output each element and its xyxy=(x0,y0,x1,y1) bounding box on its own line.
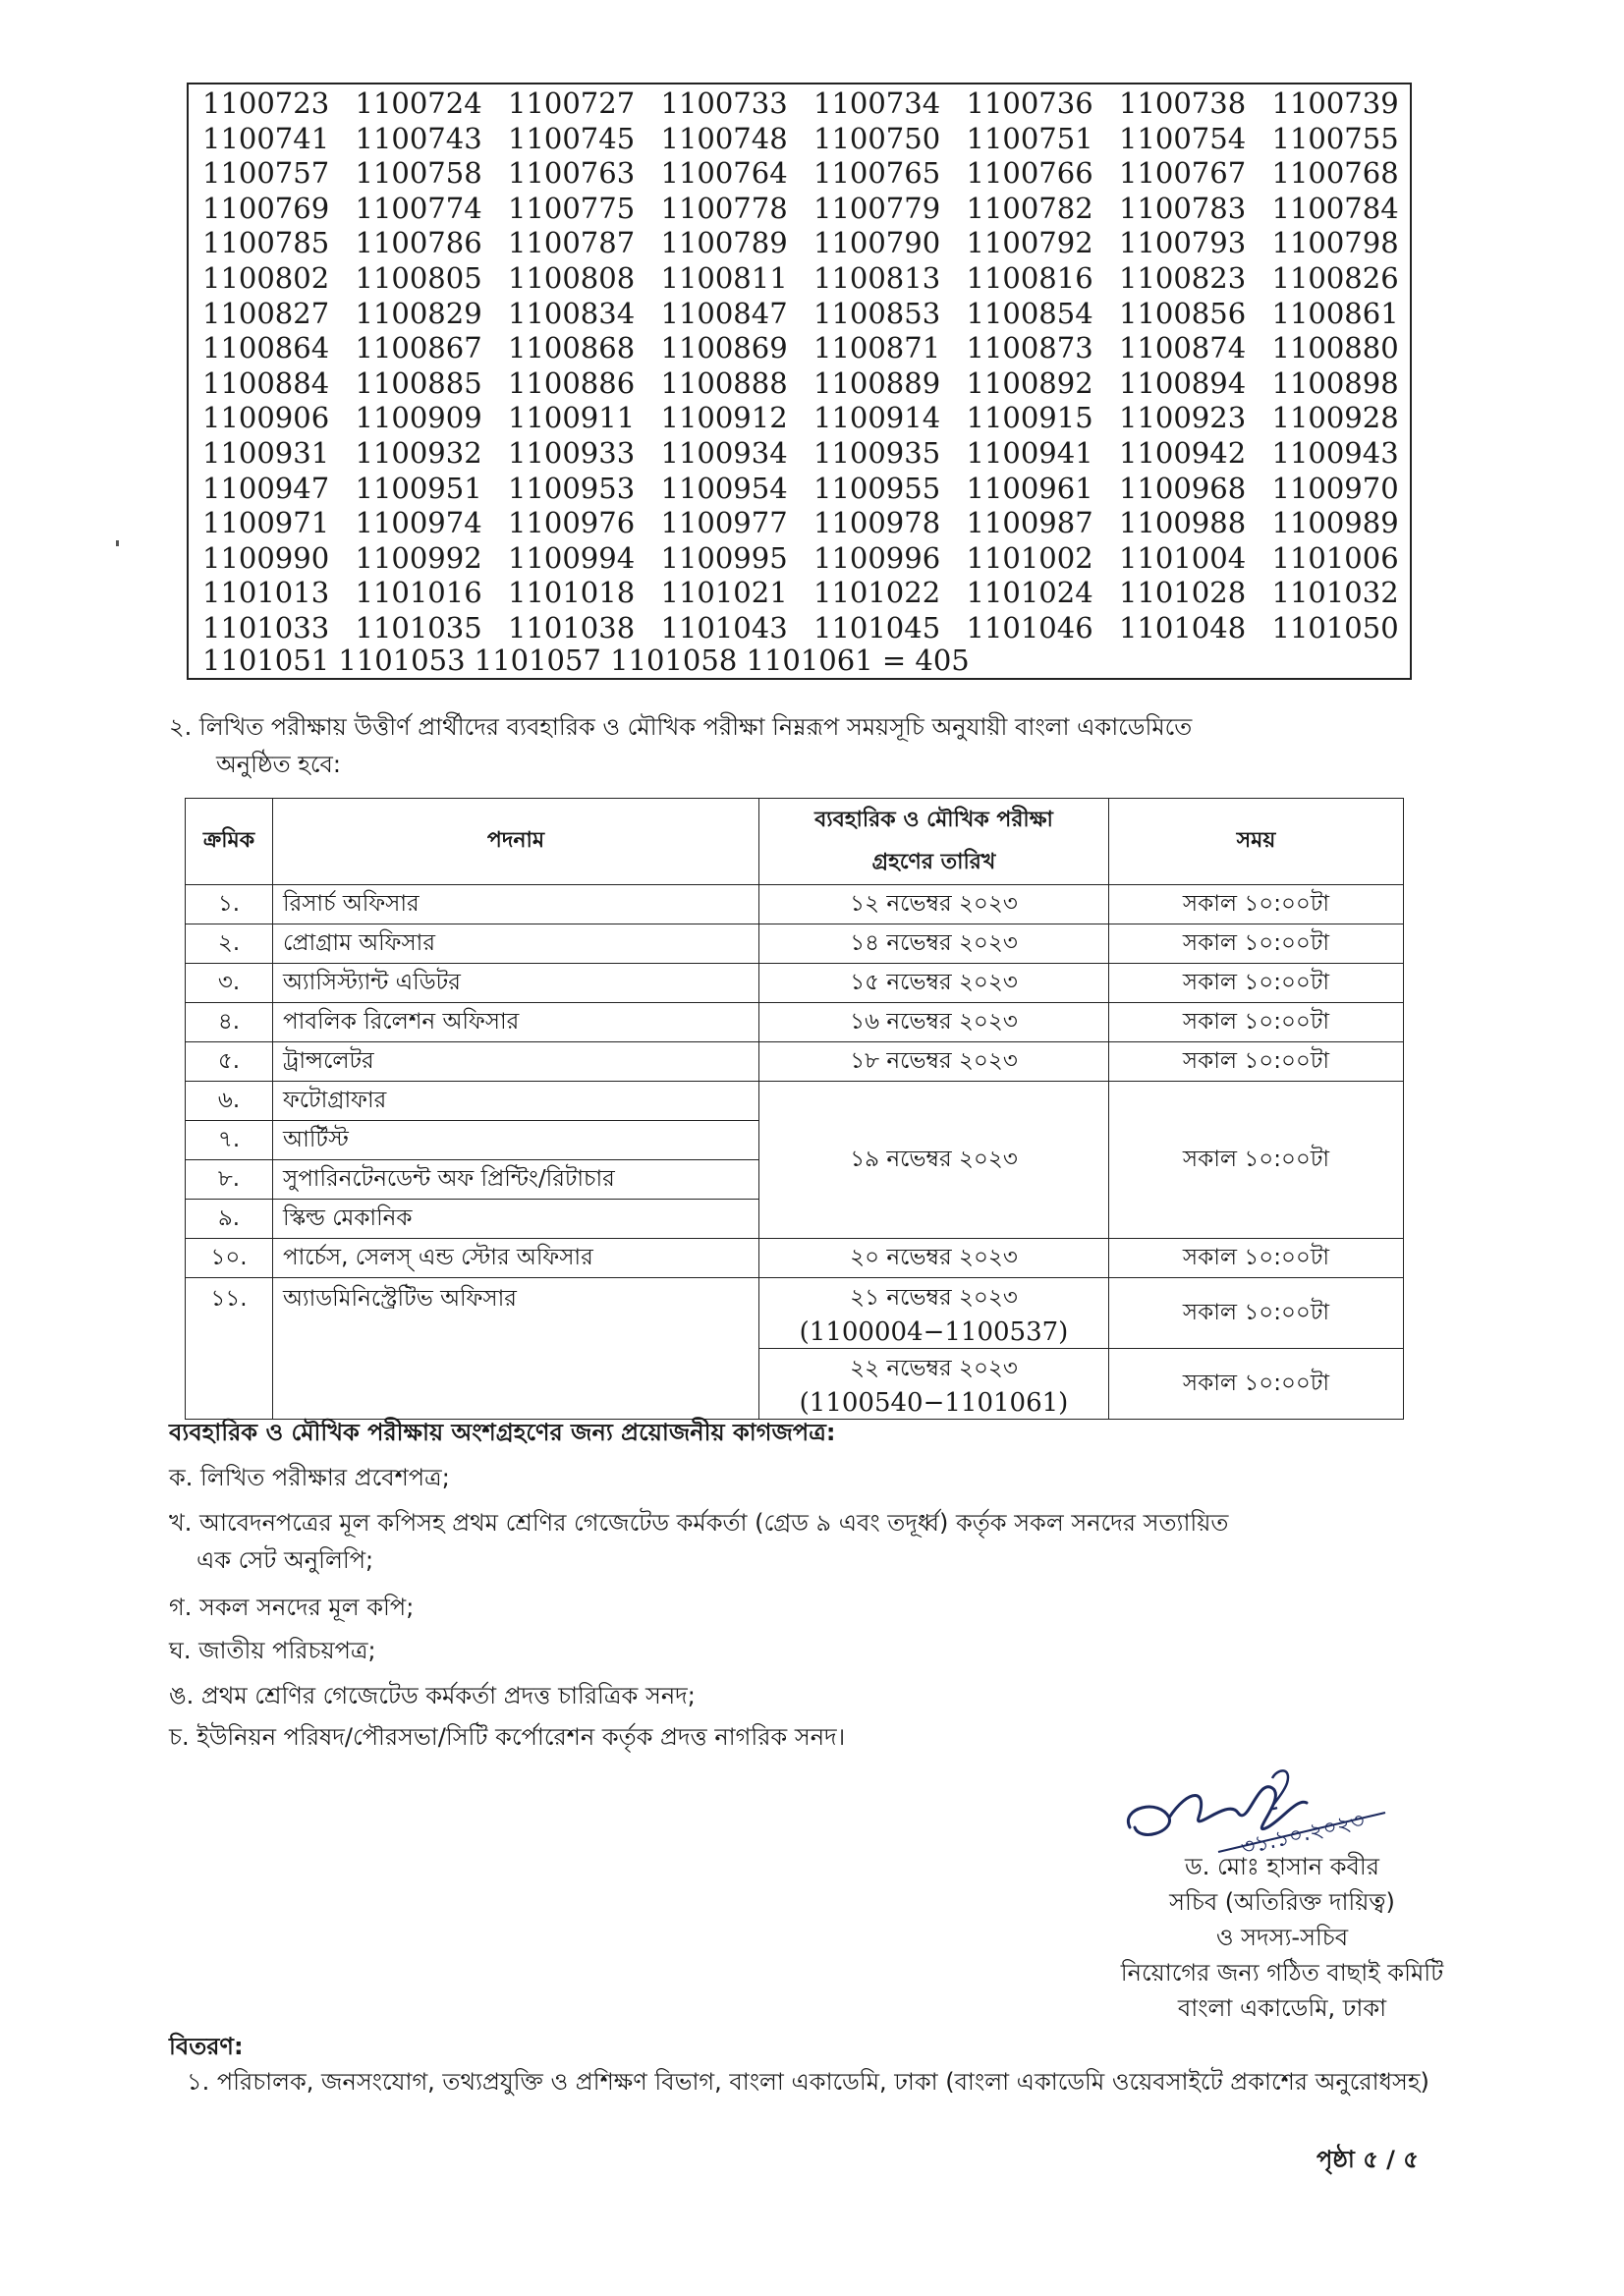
distribution-heading: বিতরণ: xyxy=(169,2033,244,2060)
roll-number-row xyxy=(202,261,1425,297)
row-serial: ৭. xyxy=(186,1121,273,1160)
row-date: ১৮ নভেম্বর ২০২৩ xyxy=(759,1042,1109,1082)
roll-number: 1100782 xyxy=(966,191,1093,225)
roll-number: 1100853 xyxy=(813,296,941,330)
roll-number: 1100894 xyxy=(1119,365,1247,400)
roll-number: 1101024 xyxy=(966,576,1093,610)
row-post: রিসার্চ অফিসার xyxy=(273,885,759,924)
roll-number: 1100786 xyxy=(355,226,482,260)
row-serial: ২. xyxy=(186,924,273,964)
row-serial: ৮. xyxy=(186,1160,273,1200)
roll-number: 1100778 xyxy=(660,191,788,225)
row-post: ট্রান্সলেটর xyxy=(273,1042,759,1082)
group-time: সকাল ১০:০০টা xyxy=(1109,1082,1404,1239)
signatory-committee: নিয়োগের জন্য গঠিত বাছাই কমিটি xyxy=(1120,1959,1444,1987)
roll-number: 1100994 xyxy=(508,540,636,575)
row-date-split-b xyxy=(759,1349,1109,1420)
roll-number: 1100888 xyxy=(660,365,788,400)
roll-number: 1100864 xyxy=(202,331,330,365)
roll-number: 1100767 xyxy=(1119,156,1247,191)
roll-number: 1100739 xyxy=(1271,86,1399,120)
document-item: ঙ. প্রথম শ্রেণির গেজেটেড কর্মকর্তা প্রদত্ত চারিত্রিক সনদ; xyxy=(169,1682,696,1709)
row-date: ১৬ নভেম্বর ২০২৩ xyxy=(759,1003,1109,1042)
roll-number-row xyxy=(202,541,1425,577)
roll-number: 1101032 xyxy=(1271,576,1399,610)
roll-number: 1101038 xyxy=(508,610,636,644)
roll-number: 1100798 xyxy=(1271,226,1399,260)
roll-number: 1100745 xyxy=(508,121,636,155)
roll-number: 1101035 xyxy=(355,610,482,644)
roll-number: 1100816 xyxy=(966,260,1093,295)
roll-number: 1101046 xyxy=(966,610,1093,644)
roll-number: 1100727 xyxy=(508,86,636,120)
roll-number: 1100977 xyxy=(660,506,788,540)
roll-number: 1100784 xyxy=(1271,191,1399,225)
roll-number: 1101013 xyxy=(202,576,330,610)
row-serial: ১. xyxy=(186,885,273,924)
roll-number: 1100867 xyxy=(355,331,482,365)
group-date: ১৯ নভেম্বর ২০২৩ xyxy=(759,1082,1109,1239)
schedule-row xyxy=(186,1278,1404,1349)
roll-number-row xyxy=(202,401,1425,436)
roll-number: 1101048 xyxy=(1119,610,1247,644)
roll-number: 1100785 xyxy=(202,226,330,260)
roll-number: 1100970 xyxy=(1271,471,1399,505)
roll-number-row xyxy=(202,472,1425,507)
roll-number: 1100854 xyxy=(966,296,1093,330)
roll-number: 1100955 xyxy=(813,471,941,505)
roll-number: 1101002 xyxy=(966,540,1093,575)
row-post: প্রোগ্রাম অফিসার xyxy=(273,924,759,964)
row-serial: ৩. xyxy=(186,964,273,1003)
schedule-row xyxy=(186,924,1404,964)
row-post: স্কিল্ড মেকানিক xyxy=(273,1200,759,1239)
schedule-table xyxy=(185,798,1404,1420)
signatory-title: সচিব (অতিরিক্ত দায়িত্ব) xyxy=(1169,1888,1395,1916)
header-date xyxy=(759,799,1109,885)
roll-number: 1100889 xyxy=(813,365,941,400)
roll-number: 1100923 xyxy=(1119,401,1247,435)
distribution-item: ১. পরিচালক, জনসংযোগ, তথ্যপ্রযুক্তি ও প্রশিক্ষণ বিভাগ, বাংলা একাডেমি, ঢাকা (বাংলা একাডেমি ওয়েবসাইটে প্রকাশের অনুরোধসহ) xyxy=(187,2068,1429,2096)
header-post: পদনাম xyxy=(273,799,759,885)
roll-number: 1100990 xyxy=(202,540,330,575)
roll-number: 1100856 xyxy=(1119,296,1247,330)
signatory-organization: বাংলা একাডেমি, ঢাকা xyxy=(1177,1994,1387,2022)
roll-number: 1100827 xyxy=(202,296,330,330)
signatory-name: ড. মোঃ হাসান কবীর xyxy=(1185,1853,1379,1880)
roll-number: 1100978 xyxy=(813,506,941,540)
roll-number-row xyxy=(202,122,1425,157)
row-serial: ৪. xyxy=(186,1003,273,1042)
roll-number: 1100758 xyxy=(355,156,482,191)
roll-number: 1100909 xyxy=(355,401,482,435)
roll-number: 1100996 xyxy=(813,540,941,575)
row-serial: ৯. xyxy=(186,1200,273,1239)
roll-number: 1100868 xyxy=(508,331,636,365)
document-item: চ. ইউনিয়ন পরিষদ/পৌরসভা/সিটি কর্পোরেশন কর্তৃক প্রদত্ত নাগরিক সনদ। xyxy=(169,1723,846,1751)
header-serial: ক্রমিক xyxy=(186,799,273,885)
roll-number: 1100880 xyxy=(1271,331,1399,365)
roll-number-last-line: 1101051 1101053 1101057 1101058 1101061 = 405 xyxy=(202,644,970,677)
roll-number: 1101050 xyxy=(1271,610,1399,644)
handwritten-date: ৩১.১০.২০২৩ xyxy=(1238,1808,1368,1861)
header-date-line2: গ্রহণের তারিখ xyxy=(871,849,996,874)
row-time: সকাল ১০:০০টা xyxy=(1109,1042,1404,1082)
roll-number: 1100932 xyxy=(355,435,482,470)
roll-number: 1100763 xyxy=(508,156,636,191)
roll-number: 1101021 xyxy=(660,576,788,610)
row-time: সকাল ১০:০০টা xyxy=(1109,1003,1404,1042)
roll-number: 1100988 xyxy=(1119,506,1247,540)
roll-number-box xyxy=(187,83,1412,680)
roll-number: 1100898 xyxy=(1271,365,1399,400)
roll-number: 1100914 xyxy=(813,401,941,435)
roll-number: 1100951 xyxy=(355,471,482,505)
row-date: ১৪ নভেম্বর ২০২৩ xyxy=(759,924,1109,964)
intro-paragraph: ২. লিখিত পরীক্ষায় উত্তীর্ণ প্রার্থীদের ব্যবহারিক ও মৌখিক পরীক্ষা নিম্নরূপ সময়সূচি অনুযায়ী বাংলা একাডেমিতে xyxy=(169,713,1193,741)
roll-number: 1100947 xyxy=(202,471,330,505)
roll-number: 1100871 xyxy=(813,331,941,365)
row-post: অ্যাডমিনিস্ট্রেটিভ অফিসার xyxy=(273,1278,759,1420)
roll-number: 1100943 xyxy=(1271,435,1399,470)
roll-number: 1100928 xyxy=(1271,401,1399,435)
roll-number: 1100789 xyxy=(660,226,788,260)
page-number: পৃষ্ঠা ৫ / ৫ xyxy=(1316,2146,1419,2173)
roll-number: 1100802 xyxy=(202,260,330,295)
roll-number: 1101016 xyxy=(355,576,482,610)
intro-paragraph-cont: অনুষ্ঠিত হবে: xyxy=(216,751,341,778)
roll-number: 1100935 xyxy=(813,435,941,470)
row-date-split-a xyxy=(759,1278,1109,1349)
row-serial: ১১. xyxy=(186,1278,273,1420)
roll-number-row xyxy=(202,192,1425,227)
roll-number-row xyxy=(202,576,1425,611)
roll-number: 1101028 xyxy=(1119,576,1247,610)
roll-number: 1100829 xyxy=(355,296,482,330)
roll-number: 1100823 xyxy=(1119,260,1247,295)
roll-number: 1100769 xyxy=(202,191,330,225)
roll-number: 1100733 xyxy=(660,86,788,120)
roll-number-grid xyxy=(202,86,1425,646)
roll-number: 1100915 xyxy=(966,401,1093,435)
scan-speck xyxy=(116,540,119,546)
roll-number: 1101022 xyxy=(813,576,941,610)
row-post: পাবলিক রিলেশন অফিসার xyxy=(273,1003,759,1042)
row-post: আর্টিস্ট xyxy=(273,1121,759,1160)
roll-number-row xyxy=(202,297,1425,332)
roll-number: 1100942 xyxy=(1119,435,1247,470)
roll-number: 1100813 xyxy=(813,260,941,295)
roll-number: 1100754 xyxy=(1119,121,1247,155)
roll-number: 1100779 xyxy=(813,191,941,225)
roll-number-row xyxy=(202,86,1425,122)
row-date: ১৫ নভেম্বর ২০২৩ xyxy=(759,964,1109,1003)
roll-number: 1100933 xyxy=(508,435,636,470)
document-item: খ. আবেদনপত্রের মূল কপিসহ প্রথম শ্রেণির গেজেটেড কর্মকর্তা (গ্রেড ৯ এবং তদূর্ধ্ব) কর্তৃক সকল সনদের সত্যায়িত xyxy=(169,1509,1229,1537)
schedule-row xyxy=(186,1042,1404,1082)
schedule-row xyxy=(186,1003,1404,1042)
roll-number: 1100787 xyxy=(508,226,636,260)
header-date-line1: ব্যবহারিক ও মৌখিক পরীক্ষা xyxy=(814,807,1053,832)
roll-number: 1100743 xyxy=(355,121,482,155)
schedule-row xyxy=(186,1239,1404,1278)
row-time: সকাল ১০:০০টা xyxy=(1109,1278,1404,1349)
roll-number: 1100723 xyxy=(202,86,330,120)
schedule-row xyxy=(186,964,1404,1003)
roll-range: (1100004−1100537) xyxy=(799,1317,1069,1347)
document-item: ক. লিখিত পরীক্ষার প্রবেশপত্র; xyxy=(169,1464,450,1491)
roll-number: 1100892 xyxy=(966,365,1093,400)
roll-number: 1100736 xyxy=(966,86,1093,120)
row-date: ১২ নভেম্বর ২০২৩ xyxy=(759,885,1109,924)
row-serial: ৬. xyxy=(186,1082,273,1121)
roll-number: 1100734 xyxy=(813,86,941,120)
roll-number-row xyxy=(202,436,1425,472)
row-date: ২০ নভেম্বর ২০২৩ xyxy=(759,1239,1109,1278)
row-time: সকাল ১০:০০টা xyxy=(1109,924,1404,964)
roll-number: 1100808 xyxy=(508,260,636,295)
row-post: অ্যাসিস্ট্যান্ট এডিটর xyxy=(273,964,759,1003)
roll-number: 1101004 xyxy=(1119,540,1247,575)
roll-number: 1100884 xyxy=(202,365,330,400)
roll-number: 1100961 xyxy=(966,471,1093,505)
documents-heading: ব্যবহারিক ও মৌখিক পরীক্ষায় অংশগ্রহণের জন্য প্রয়োজনীয় কাগজপত্র: xyxy=(169,1419,836,1446)
roll-number: 1100811 xyxy=(660,260,788,295)
schedule-row xyxy=(186,885,1404,924)
roll-number-row xyxy=(202,611,1425,646)
roll-number: 1100750 xyxy=(813,121,941,155)
roll-number: 1100768 xyxy=(1271,156,1399,191)
roll-number: 1100751 xyxy=(966,121,1093,155)
roll-number: 1100826 xyxy=(1271,260,1399,295)
roll-number: 1100774 xyxy=(355,191,482,225)
roll-number: 1100873 xyxy=(966,331,1093,365)
row-date: ২১ নভেম্বর ২০২৩ xyxy=(850,1285,1018,1311)
document-item-cont: এক সেট অনুলিপি; xyxy=(196,1546,374,1574)
roll-number: 1100738 xyxy=(1119,86,1247,120)
roll-number: 1101045 xyxy=(813,610,941,644)
roll-number: 1100748 xyxy=(660,121,788,155)
roll-number: 1100783 xyxy=(1119,191,1247,225)
roll-number: 1100931 xyxy=(202,435,330,470)
roll-number: 1100792 xyxy=(966,226,1093,260)
roll-number: 1101018 xyxy=(508,576,636,610)
roll-number: 1100766 xyxy=(966,156,1093,191)
roll-range: (1100540−1101061) xyxy=(799,1388,1069,1418)
roll-number-row xyxy=(202,366,1425,402)
roll-number: 1100974 xyxy=(355,506,482,540)
schedule-row xyxy=(186,1082,1404,1121)
roll-number: 1100869 xyxy=(660,331,788,365)
roll-number: 1100724 xyxy=(355,86,482,120)
document-item: ঘ. জাতীয় পরিচয়পত্র; xyxy=(169,1637,376,1664)
roll-number: 1100741 xyxy=(202,121,330,155)
signatory-role: ও সদস্য-সচিব xyxy=(1215,1924,1349,1951)
roll-number: 1100885 xyxy=(355,365,482,400)
row-serial: ১০. xyxy=(186,1239,273,1278)
roll-number: 1101043 xyxy=(660,610,788,644)
row-time: সকাল ১০:০০টা xyxy=(1109,1349,1404,1420)
roll-number: 1100805 xyxy=(355,260,482,295)
roll-number: 1100941 xyxy=(966,435,1093,470)
roll-number: 1100987 xyxy=(966,506,1093,540)
row-date: ২২ নভেম্বর ২০২৩ xyxy=(850,1356,1018,1381)
row-serial: ৫. xyxy=(186,1042,273,1082)
roll-number: 1100912 xyxy=(660,401,788,435)
roll-number: 1100757 xyxy=(202,156,330,191)
roll-number: 1100847 xyxy=(660,296,788,330)
roll-number-row xyxy=(202,156,1425,192)
roll-number: 1100906 xyxy=(202,401,330,435)
roll-number: 1100971 xyxy=(202,506,330,540)
roll-number: 1100976 xyxy=(508,506,636,540)
row-post: সুপারিনটেনডেন্ট অফ প্রিন্টিং/রিটাচার xyxy=(273,1160,759,1200)
roll-number: 1100995 xyxy=(660,540,788,575)
roll-number: 1100834 xyxy=(508,296,636,330)
roll-number-row xyxy=(202,506,1425,541)
roll-number: 1100953 xyxy=(508,471,636,505)
roll-number: 1100954 xyxy=(660,471,788,505)
roll-number: 1101033 xyxy=(202,610,330,644)
roll-number: 1100790 xyxy=(813,226,941,260)
roll-number: 1101006 xyxy=(1271,540,1399,575)
roll-number: 1100764 xyxy=(660,156,788,191)
roll-number: 1100861 xyxy=(1271,296,1399,330)
roll-number: 1100793 xyxy=(1119,226,1247,260)
row-post: ফটোগ্রাফার xyxy=(273,1082,759,1121)
roll-number-row xyxy=(202,331,1425,366)
roll-number: 1100886 xyxy=(508,365,636,400)
roll-number: 1100765 xyxy=(813,156,941,191)
row-time: সকাল ১০:০০টা xyxy=(1109,1239,1404,1278)
row-time: সকাল ১০:০০টা xyxy=(1109,885,1404,924)
document-item: গ. সকল সনদের মূল কপি; xyxy=(169,1594,415,1621)
roll-number: 1100755 xyxy=(1271,121,1399,155)
row-post: পার্চেস, সেলস্ এন্ড স্টোর অফিসার xyxy=(273,1239,759,1278)
header-time: সময় xyxy=(1109,799,1404,885)
roll-number: 1100989 xyxy=(1271,506,1399,540)
roll-number: 1100775 xyxy=(508,191,636,225)
roll-number: 1100874 xyxy=(1119,331,1247,365)
row-time: সকাল ১০:০০টা xyxy=(1109,964,1404,1003)
roll-number: 1100934 xyxy=(660,435,788,470)
schedule-header-row xyxy=(186,799,1404,885)
roll-number: 1100968 xyxy=(1119,471,1247,505)
roll-number-row xyxy=(202,226,1425,261)
roll-number: 1100992 xyxy=(355,540,482,575)
roll-number: 1100911 xyxy=(508,401,636,435)
